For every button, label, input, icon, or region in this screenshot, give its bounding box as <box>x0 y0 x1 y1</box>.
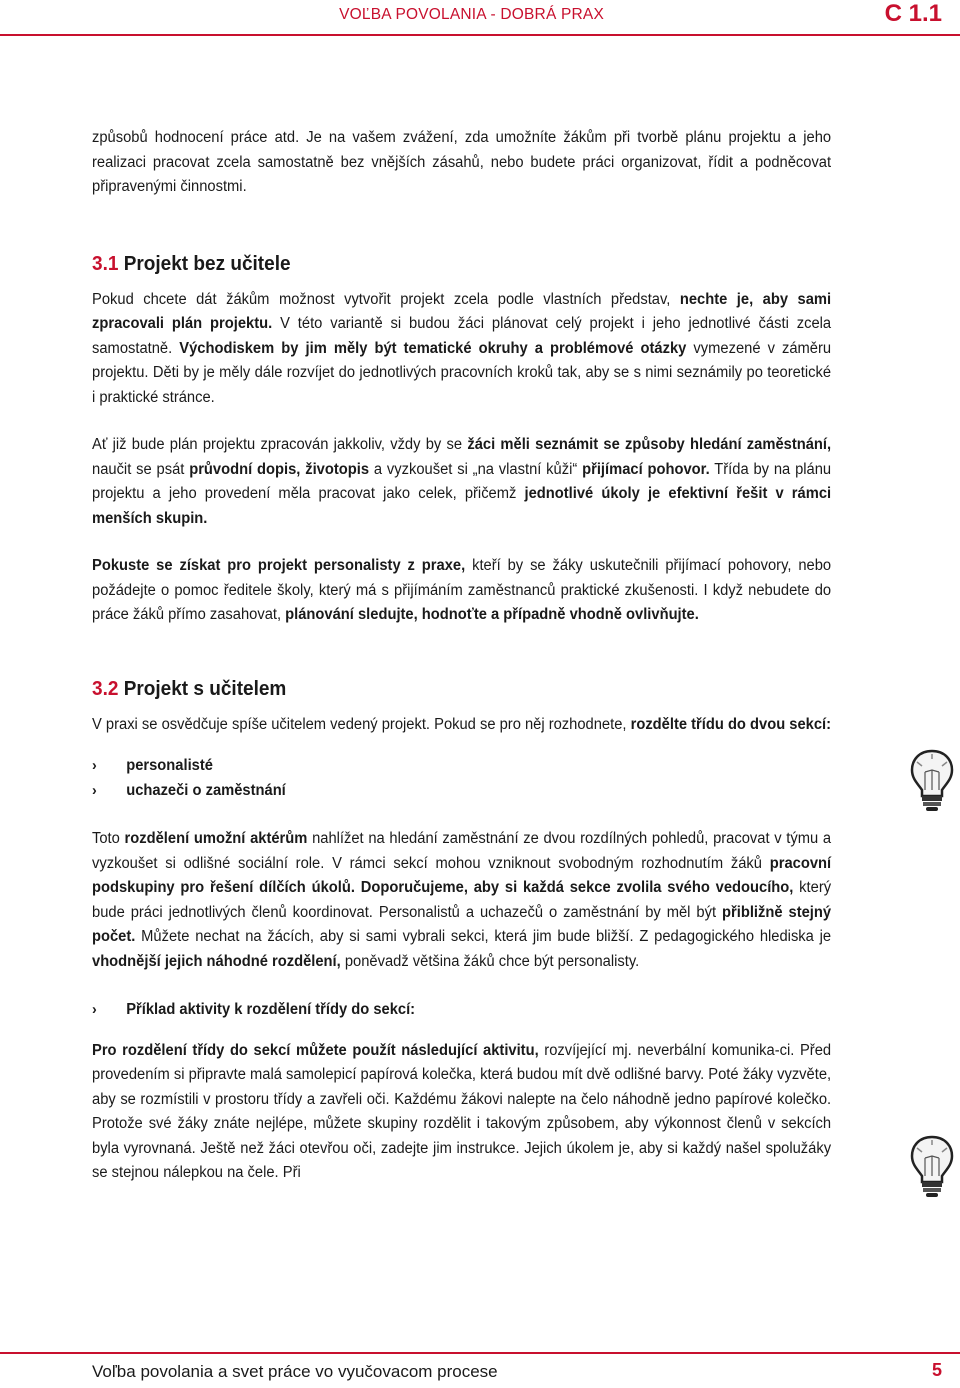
s32-paragraph-1 <box>92 713 831 738</box>
example-heading <box>92 998 831 1023</box>
footer-title: Voľba povolania a svet práce vo vyučovacom procese <box>92 1362 498 1381</box>
footer-rule <box>0 1352 960 1354</box>
section-3-2-heading <box>92 676 831 702</box>
s31-paragraph-2 <box>92 433 831 531</box>
lightbulb-icon <box>908 1134 956 1200</box>
chevron-right-icon: › <box>92 1001 97 1018</box>
text-run: V této variantě si budou žáci plánovat celý projekt i jeho jednotlivé části zcela samostatně. <box>92 315 832 357</box>
s32-paragraph-3 <box>92 1039 831 1186</box>
section-number: 3.1 <box>92 252 119 275</box>
bold-text-run: plánování sledujte, hodnoťte a případně vhodně ovlivňujte. <box>285 606 699 623</box>
header-code: C 1.1 <box>884 0 942 27</box>
section-3-1-heading <box>92 251 831 277</box>
text-run: který bude práci jednotlivých členů koordinovat. Personalistů a uchazečů o zaměstnání by měl být <box>92 879 832 921</box>
bold-text-run: průvodní dopis, životopis <box>189 460 370 478</box>
text-run: naučit se psát <box>92 460 190 478</box>
s31-paragraph-3 <box>92 554 831 628</box>
text-run: Pokud chcete dát žákům možnost vytvořit projekt zcela podle vlastních představ, <box>92 290 680 308</box>
bold-text-run: Pro rozdělení třídy do sekcí můžete použít následující aktivitu, <box>92 1041 539 1059</box>
s32-paragraph-2 <box>92 827 831 974</box>
bold-text-run: rozdělení umožní aktérům <box>124 830 308 847</box>
lightbulb-icon <box>908 748 956 814</box>
text-run: Toto <box>92 830 125 847</box>
section-title: Projekt bez učitele <box>123 252 291 275</box>
text-run: nahlížet na hledání zaměstnání ze dvou rozdílných pohledů, pracovat v týmu a vyzkoušet si odlišné sociální role. V rámci sekcí mohou vzniknout svobodným rozhodnutím žáků <box>92 830 832 872</box>
bold-text-run: Východiskem by jim měly být tematické okruhy a problémové otázky <box>179 339 687 357</box>
text-run: rozvíjející mj. neverbální komunika-ci. Před provedením si připravte malá samolepicí papírová kolečka, která budou mít dvě odlišné barvy. Poté žáky vyzvěte, aby se rozmístili v prostoru třídy a zavřeli oči. Každému žákovi nalepte na čelo náhodně jedno papírové kolečko. Protože své žáky znáte nejlépe, můžete skupiny rozdělit i takovým způsobem, aby výkonnost členů v sekcích byla vyrovnaná. Ještě než žáci otevřou oči, zadejte jim instrukce. Jejich úkolem je, aby si každý našel spolužáky se stejnou nálepkou na čele. Při <box>92 1041 832 1181</box>
bold-text-run: Pokuste se získat pro projekt personalisty z praxe, <box>92 557 466 574</box>
header-rule <box>0 34 960 36</box>
list-item: › personalisté <box>92 754 831 779</box>
bold-text-run: nechte je, aby sami zpracovali plán projektu. <box>92 290 832 332</box>
bold-text-run: vhodnější jejich náhodné rozdělení, <box>92 952 341 970</box>
intro-paragraph: způsobů hodnocení práce atd. Je na vašem zvážení, zda umožníte žákům při tvorbě plánu projektu a jeho realizaci pracovat zcela samostatně bez vnějších zásahů, nebo budete práci organizovat, řídit a podněcovat připravenými činnostmi. <box>92 129 832 195</box>
section-title: Projekt s učitelem <box>123 677 287 700</box>
bold-text-run: přibližně stejný počet. <box>92 903 832 945</box>
text-run: a vyzkoušet si „na vlastní kůži“ <box>369 460 583 478</box>
text-run: Ať již bude plán projektu zpracován jakkoliv, vždy by se <box>92 436 468 453</box>
list-item: › uchazeči o zaměstnání <box>92 779 831 804</box>
chevron-right-icon: › <box>92 757 97 774</box>
text-run: kteří by se žáky uskutečnili přijímací pohovory, nebo požádejte o pomoc ředitele školy, který má s přijímáním zaměstnanců praktické zkušenosti. I když nebudete do práce žáků přímo zasahovat, <box>92 557 832 623</box>
bold-text-run: přijímací pohovor. <box>582 460 710 478</box>
text-run: Třída by na plánu projektu a jeho provedení měla pracovat jako celek, přičemž <box>92 460 832 502</box>
bold-text-run: žáci měli seznámit se způsoby hledání zaměstnání, <box>467 436 832 453</box>
s31-paragraph-1 <box>92 288 831 411</box>
chevron-right-icon: › <box>92 781 97 799</box>
header-title: VOĽBA POVOLANIA - DOBRÁ PRAX <box>339 6 604 23</box>
bold-text-run: rozdělte třídu do dvou sekcí: <box>630 715 832 733</box>
page-number: 5 <box>931 1360 942 1380</box>
bold-text-run: jednotlivé úkoly je efektivní řešit v rámci menších skupin. <box>92 485 832 527</box>
page-content <box>92 126 831 1186</box>
section-number: 3.2 <box>92 677 119 700</box>
text-run: V praxi se osvědčuje spíše učitelem vedený projekt. Pokud se pro něj rozhodnete, <box>92 715 631 733</box>
text-run: poněvadž většina žáků chce být personalisty. <box>340 952 640 970</box>
text-run: Můžete nechat na žácích, aby si sami vybrali sekci, která jim bude bližší. Z pedagogického hlediska je <box>135 928 832 945</box>
text-run: vymezené v záměru projektu. Děti by je měly dále rozvíjet do jednotlivých pracovních kroků tak, aby se s nimi seznámily po teoretické i praktické stránce. <box>92 339 832 406</box>
bold-text-run: pracovní podskupiny pro řešení dílčích úkolů. Doporučujeme, aby si každá sekce zvolila svého vedoucího, <box>92 854 832 896</box>
section-list <box>92 754 831 803</box>
list-item: › Příklad aktivity k rozdělení třídy do sekcí: <box>92 998 831 1023</box>
